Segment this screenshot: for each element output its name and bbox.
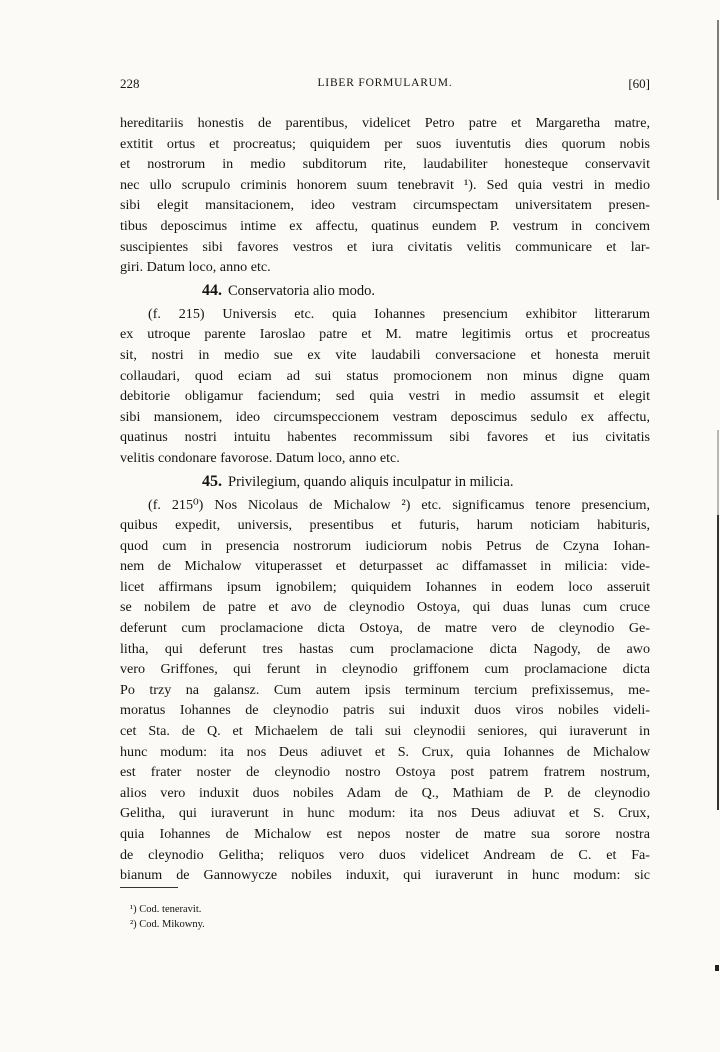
text-line: giri. Datum loco, anno etc. (120, 259, 271, 276)
text-line: sibi mansionem, ideo circumspeccionem vestram deposcimus sedulo ex affectu, (120, 408, 650, 425)
text-line: quia Iohannes de Michalow est nepos noster de matre sua sorore nostra (120, 826, 650, 842)
text-line: quatinus nostri intuitu habentes recommissum sibi favores et ius civitatis (120, 429, 650, 446)
footnotes (130, 902, 205, 932)
text-line: hereditariis honestis de parentibus, videlicet Petro patre et Margaretha matre, (120, 115, 650, 131)
text-line: bianum de Gannowycze nobiles induxit, qui iuraverunt in hunc modum: sic (120, 867, 650, 884)
heading-title: Privilegium, quando aliquis inculpatur in milicia. (228, 473, 514, 490)
text-line: hunc modum: ita nos Deus adiuvet et S. Crux, quia Iohannes de Michalow (120, 743, 650, 760)
text-line: quod cum in presencia nostrorum iudiciorum nobis Petrus de Czyna Iohan- (120, 537, 650, 554)
heading-number: 45. (202, 472, 222, 490)
text-line: debitorie obligamur faciendum; sed quia vestri in medio assumsit et elegit (120, 388, 650, 405)
running-header (120, 76, 650, 96)
text-line: nec ullo scrupulo criminis honorem suum tenebravit ¹). Sed quia vestri in medio (120, 176, 650, 193)
text-line: (f. 215⁰) Nos Nicolaus de Michalow ²) etc. significamus tenore presencium, (148, 496, 650, 513)
text-line: quibus expedit, universis, presentibus et futuris, harum noticiam habituris, (120, 517, 650, 534)
binding-edge (710, 0, 720, 1052)
text-line: de cleynodio Gelitha; reliquos vero duos videlicet Andream de C. et Fa- (120, 846, 650, 863)
text-line: litha, qui deferunt tres hastas cum proclamacione dicta Nagody, de awo (120, 640, 650, 657)
text-line: licet affirmans ipsum ignobilem; quiquidem Iohannes in eodem loco asseruit (120, 578, 650, 595)
text-line: velitis condonare favorose. Datum loco, anno etc. (120, 449, 400, 466)
main-text (120, 113, 650, 886)
text-line: nem de Michalow vituperasset et deturpasset ac diffamasset in milicia: vide- (120, 558, 650, 575)
text-line: Gelitha, qui iuraverunt in hunc modum: ita nos Deus adiuvat et S. Crux, (120, 805, 650, 822)
text-line: (f. 215) Universis etc. quia Iohannes presencium exhibitor litterarum (148, 305, 650, 322)
paragraph-continued (120, 113, 650, 278)
text-line: extitit ortus et procreatus; quiquidem per suos iuventutis dies quorum nobis (120, 135, 650, 152)
text-line: et nostrorum in medio subditorum rite, laudabiliter honesteque conservavit (120, 156, 650, 173)
paragraph-45 (120, 495, 650, 886)
text-line: deferunt cum proclamacione dicta Ostoya, de matre vero de cleynodio Ge- (120, 620, 650, 637)
text-line: ex utroque parente Iaroslao patre et M. matre legitimis ortus et procreatus (120, 326, 650, 343)
paragraph-44 (120, 304, 650, 469)
page-number: 228 (120, 76, 140, 91)
section-heading-44 (120, 278, 650, 304)
text-line: collaudari, quod eciam ad sui status promocionem non minus digne quam (120, 367, 650, 384)
footnote: ¹) Cod. teneravit. (130, 904, 202, 915)
text-line: suscipientes sibi favores vestros et iura civitatis velitis communicare et lar- (120, 238, 650, 255)
text-line: Po trzy na galansz. Cum autem ipsis terminum tercium prefixissemus, me- (120, 681, 650, 698)
text-line: cet Sta. de Q. et Michaelem de tali sui cleynodii seniores, qui iuraverunt in (120, 723, 650, 740)
heading-title: Conservatoria alio modo. (228, 282, 375, 299)
text-line: vero Griffones, qui ferunt in cleynodio griffonem cum proclamacione dicta (120, 661, 650, 678)
running-title: LIBER FORMULARUM. (317, 77, 453, 89)
text-line: sibi elegit mansitacionem, ideo vestram circumspectam universitatem presen- (120, 197, 650, 214)
text-line: tibus deposcimus intime ex affectu, quatinus eundem P. vestrum in concivem (120, 217, 650, 234)
text-line: moratus Iohannes de cleynodio patris sui induxit duos viros nobiles videli- (120, 702, 650, 719)
text-line: est frater noster de cleynodio nostro Ostoya post patrem fratrem nostrum, (120, 764, 650, 781)
text-line: se nobilem de patre et avo de cleynodio Ostoya, qui duas lunas cum cruce (120, 599, 650, 616)
heading-number: 44. (202, 281, 222, 299)
footnote: ²) Cod. Mikowny. (130, 919, 205, 930)
footnote-rule (120, 887, 178, 888)
section-heading-45 (120, 469, 650, 495)
text-line: sit, nostri in medio sue ex vite laudabili conversacione et honesta meruit (120, 346, 650, 363)
text-line: alios vero induxit duos nobiles Adam de Q., Mathiam de P. de cleynodio (120, 784, 650, 801)
section-number: [60] (628, 76, 650, 91)
